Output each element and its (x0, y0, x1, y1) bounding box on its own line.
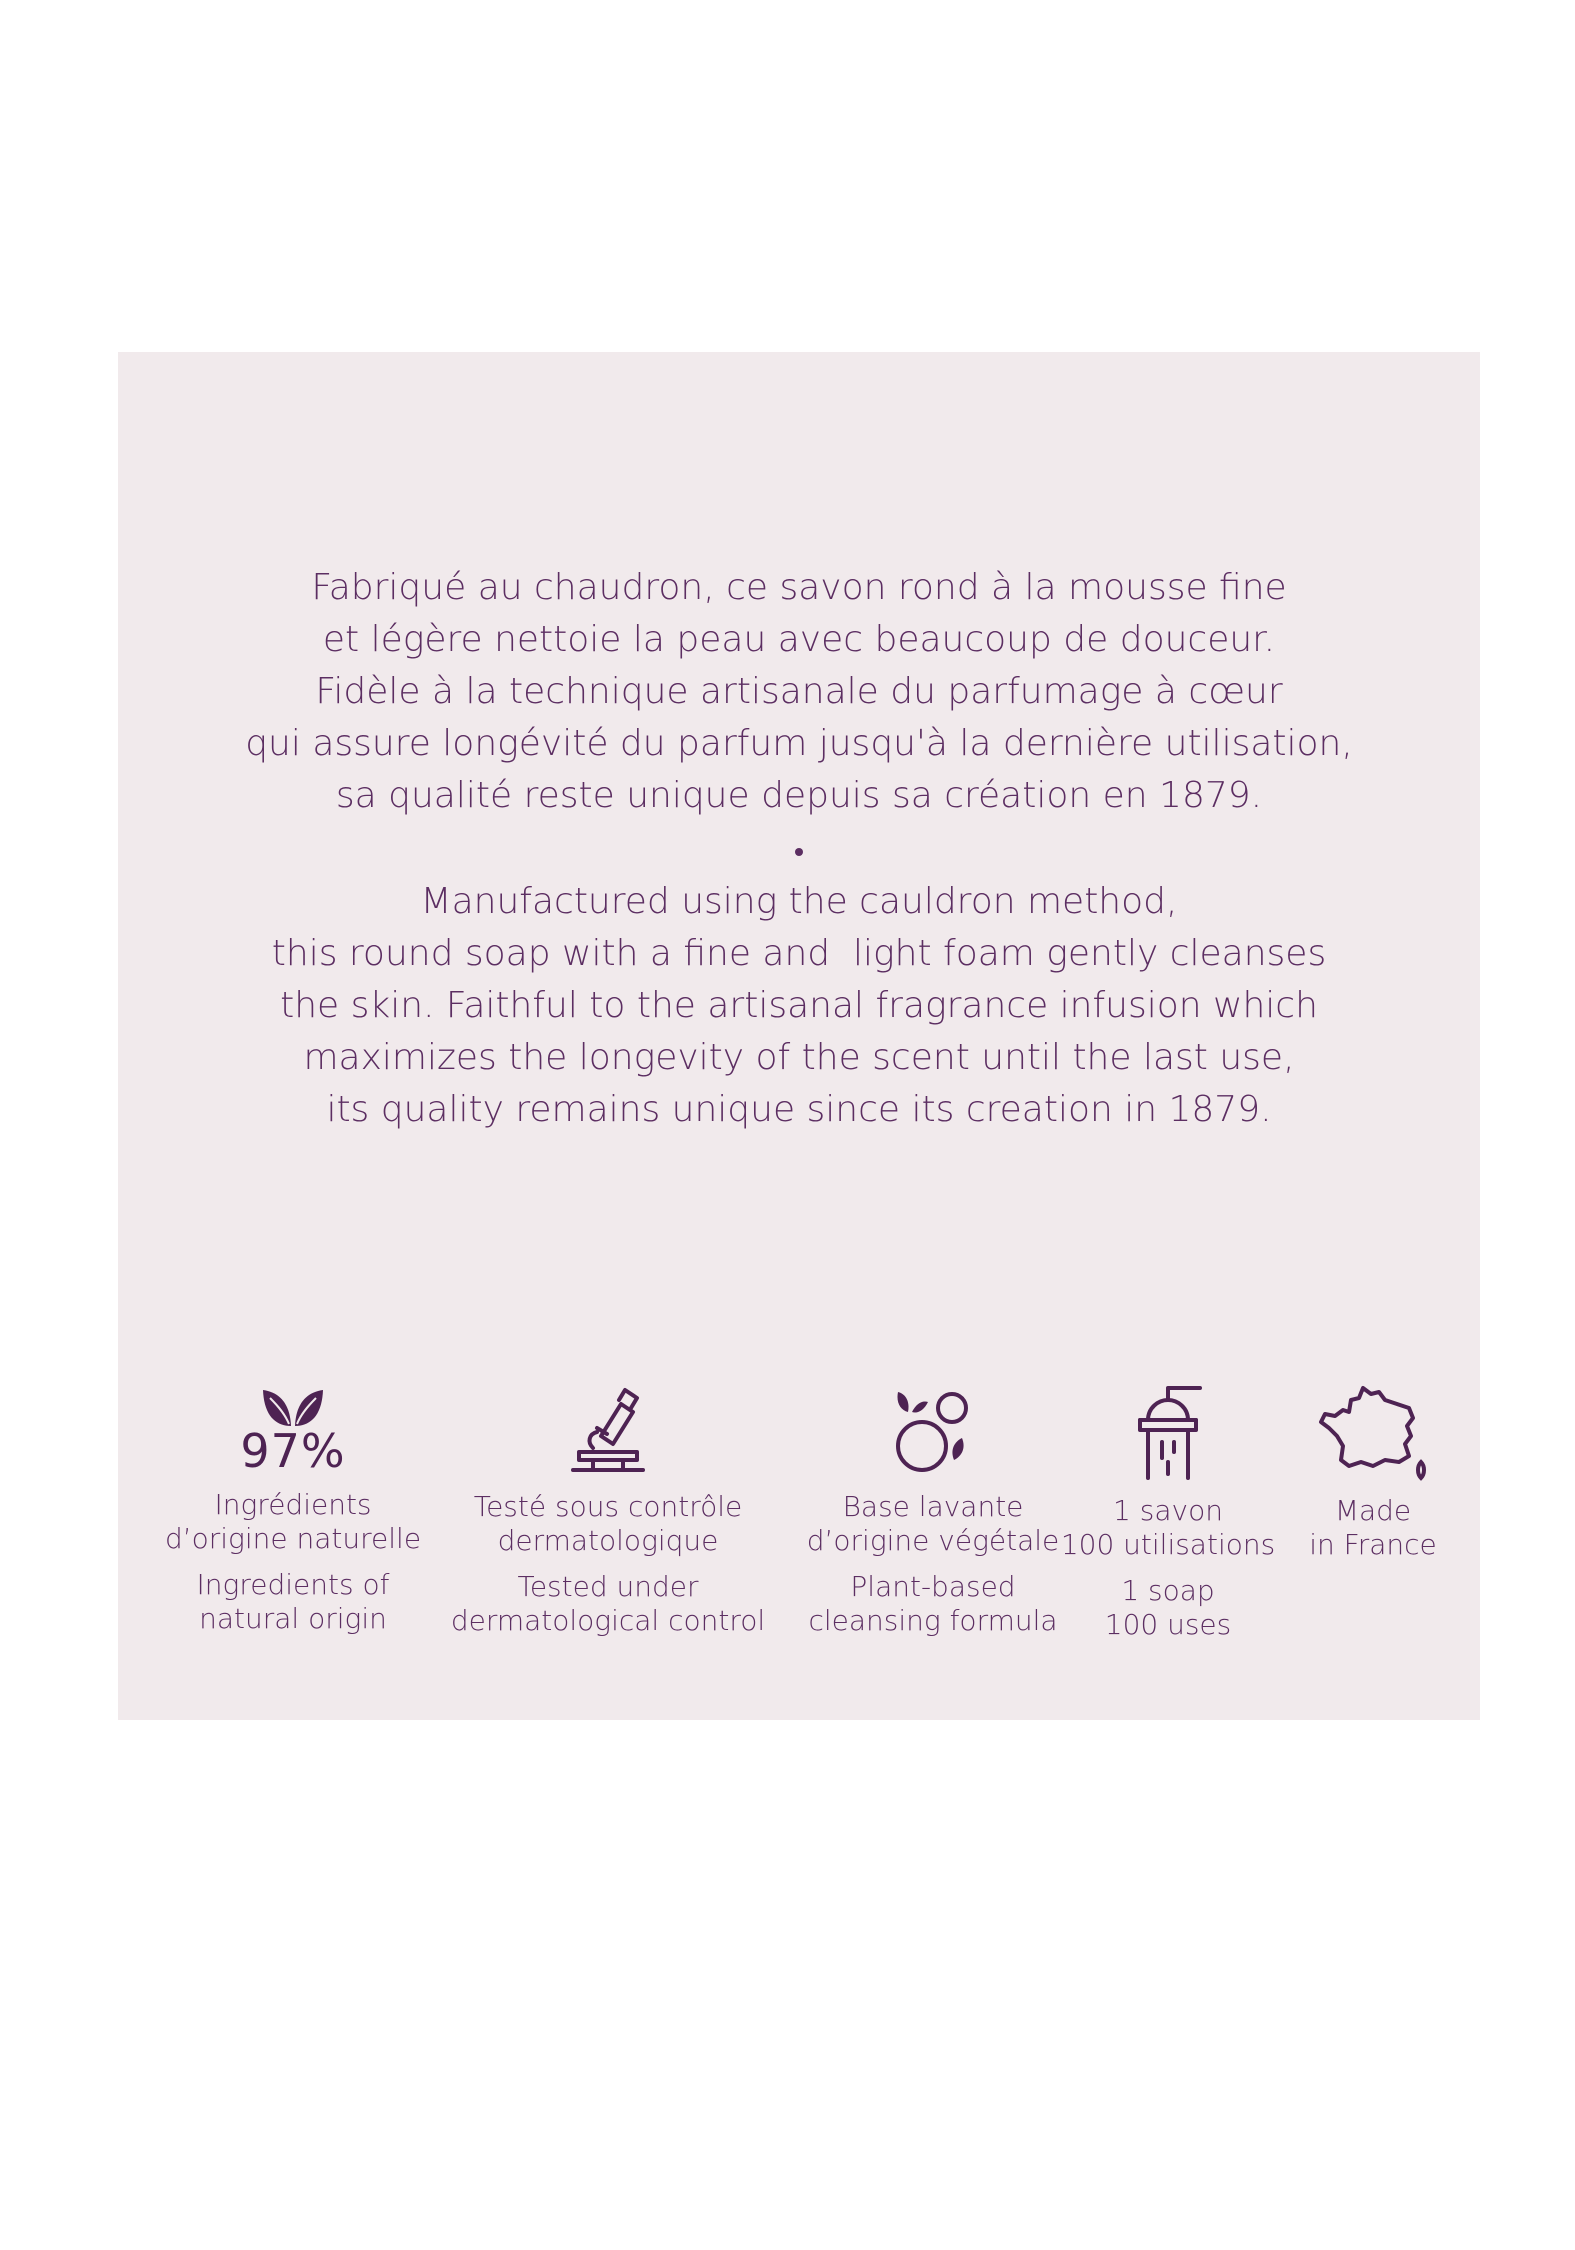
leaves-icon (258, 1382, 328, 1430)
feature-uses (1048, 1382, 1288, 1642)
feature-made-in-france (1268, 1382, 1478, 1562)
bubbles-leaves-icon (888, 1382, 978, 1478)
feature-label-en: Ingredients of natural origin (196, 1568, 390, 1635)
feature-label-fr: Base lavante d’origine végétale (806, 1490, 1060, 1557)
feature-label-en: Tested under dermatological control (450, 1570, 766, 1637)
product-description (118, 562, 1480, 1136)
feature-natural-ingredients (138, 1382, 448, 1636)
feature-icons-row (118, 1382, 1480, 1702)
description-fr-line: Fabriqué au chaudron, ce savon rond à la mousse fine (311, 567, 1287, 608)
shower-icon (1128, 1382, 1208, 1486)
product-info-card (118, 352, 1480, 1720)
description-en-line: its quality remains unique since its creation in 1879. (326, 1089, 1272, 1130)
description-fr-line: Fidèle à la technique artisanale du parfumage à cœur (315, 671, 1283, 712)
bullet-separator (795, 848, 803, 856)
microscope-icon (563, 1382, 653, 1478)
feature-label-en: Plant-based cleansing formula (808, 1570, 1058, 1637)
feature-dermatological-test (418, 1382, 798, 1638)
feature-label-fr: Ingrédients d’origine naturelle (164, 1488, 422, 1555)
description-fr-line: et légère nettoie la peau avec beaucoup de douceur. (322, 619, 1276, 660)
description-en-line: Manufactured using the cauldron method, (420, 881, 1178, 922)
feature-label-fr: 1 savon 100 utilisations (1060, 1494, 1276, 1561)
description-en-line: this round soap with a fine and light foam gently cleanses (271, 933, 1327, 974)
feature-label-fr: Made in France (1309, 1494, 1437, 1561)
description-en-line: the skin. Faithful to the artisanal fragrance infusion which (280, 985, 1318, 1026)
natural-percentage: 97% (240, 1424, 346, 1478)
feature-label-en: 1 soap 100 uses (1104, 1574, 1232, 1641)
description-fr-line: qui assure longévité du parfum jusqu'à la dernière utilisation, (245, 723, 1353, 764)
france-map-icon (1313, 1382, 1433, 1486)
description-en-line: maximizes the longevity of the scent until the last use, (303, 1037, 1295, 1078)
description-fr-line: sa qualité reste unique depuis sa création en 1879. (335, 775, 1263, 816)
feature-label-fr: Testé sous contrôle dermatologique (473, 1490, 743, 1557)
